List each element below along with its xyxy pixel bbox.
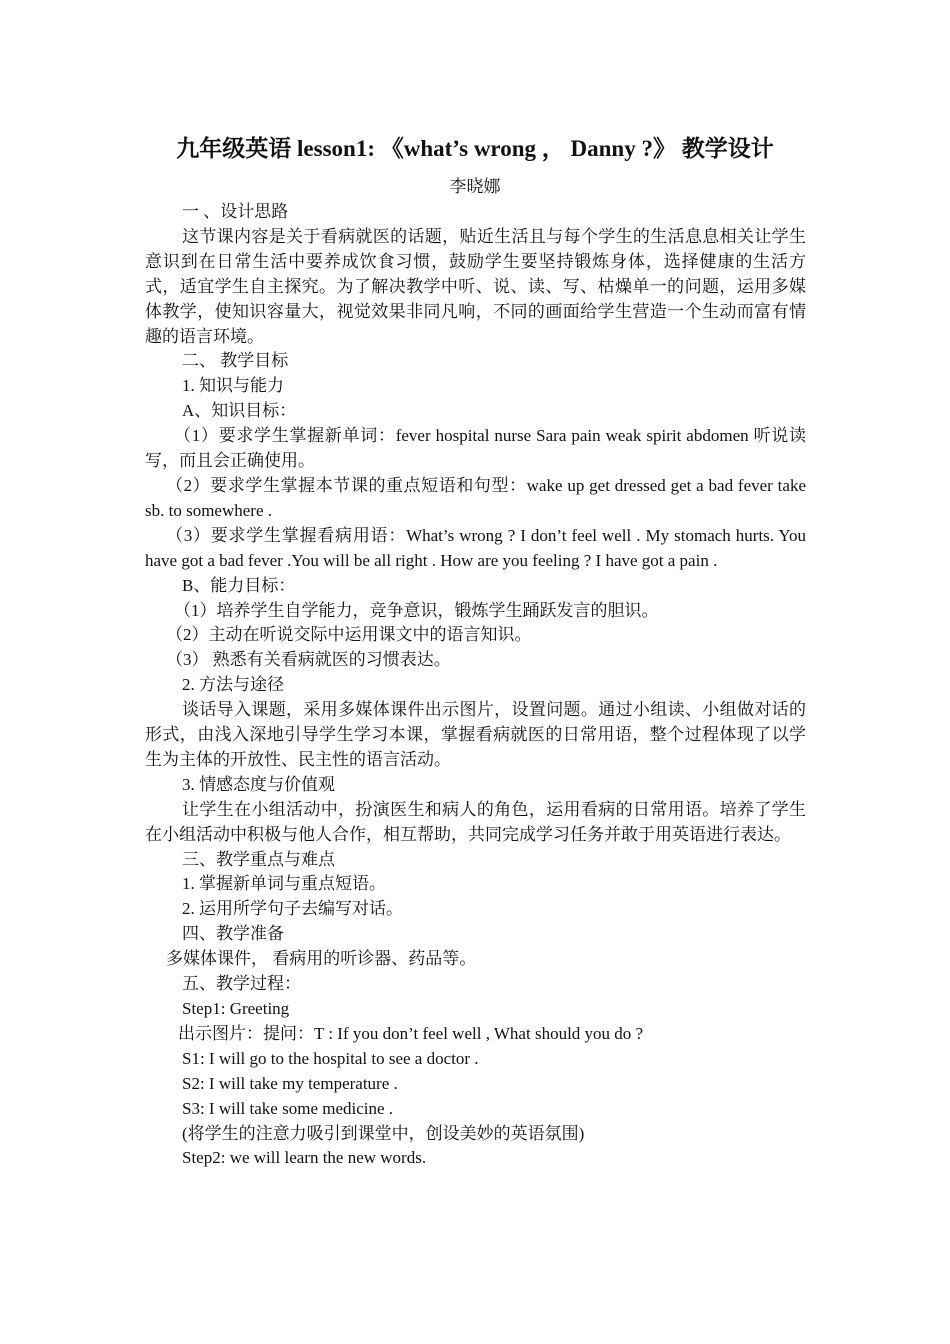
step-1-question: 出示图片：提问：T : If you don’t feel well , What should you do ? xyxy=(178,1023,644,1043)
step-1-answer-s1: S1: I will go to the hospital to see a doctor . xyxy=(182,1048,479,1068)
paragraph-design-idea: 这节课内容是关于看病就医的话题，贴近生活且与每个学生的生活息息相关让学生意识到在日常生活中要养成饮食习惯，鼓励学生要坚持锻炼身体，选择健康的生活方式，适宜学生自主探究。为了解决教学中听、说、读、写、枯燥单一的问题，运用多媒体教学，使知识容量大，视觉效果非同凡响，不同的画面给学生营造一个生动而富有情趣的语言环境。 xyxy=(145,226,806,346)
subheading-ability-goals: B、能力目标： xyxy=(182,575,296,595)
section-heading-key-points: 三、教学重点与难点 xyxy=(182,849,335,869)
knowledge-goal-2: （2）要求学生掌握本节课的重点短语和句型：wake up get dressed get a bad fever take sb. to somewhere . xyxy=(145,475,806,520)
step-1-answer-s2: S2: I will take my temperature . xyxy=(182,1073,398,1093)
knowledge-goal-3: （3）要求学生掌握看病用语：What’s wrong ? I don’t feel well . My stomach hurts. You have got a bad fever .You will be all right . How are you feeling ? I have got a pain . xyxy=(145,525,806,570)
subheading-attitude-values: 3. 情感态度与价值观 xyxy=(182,774,335,794)
section-heading-objectives: 二、 教学目标 xyxy=(182,351,289,371)
step-1-heading: Step1: Greeting xyxy=(182,999,290,1018)
document-body xyxy=(145,200,806,1171)
ability-goal-3: （3） 熟悉有关看病就医的习惯表达。 xyxy=(166,650,451,670)
knowledge-goal-1: （1）要求学生掌握新单词：fever hospital nurse Sara pain weak spirit abdomen 听说读写，而且会正确使用。 xyxy=(145,426,806,471)
key-point-2: 2. 运用所学句子去编写对话。 xyxy=(182,899,403,919)
ability-goal-1: （1）培养学生自学能力，竞争意识，锻炼学生踊跃发言的胆识。 xyxy=(174,600,659,620)
section-heading-design-idea: 一 、设计思路 xyxy=(182,202,289,221)
subheading-knowledge-ability: 1. 知识与能力 xyxy=(182,376,284,396)
paragraph-preparation: 多媒体课件， 看病用的听诊器、药品等。 xyxy=(166,949,477,969)
step-1-answer-s3: S3: I will take some medicine . xyxy=(182,1098,394,1118)
section-heading-preparation: 四、教学准备 xyxy=(182,924,284,944)
document-author: 李晓娜 xyxy=(449,177,501,196)
subheading-knowledge-goals: A、知识目标： xyxy=(182,401,297,421)
ability-goal-2: （2）主动在听说交际中运用课文中的语言知识。 xyxy=(166,625,532,645)
step-2-heading: Step2: we will learn the new words. xyxy=(182,1148,427,1168)
paragraph-methods: 谈话导入课题，采用多媒体课件出示图片，设置问题。通过小组读、小组做对话的形式，由浅入深地引导学生学习本课，掌握看病就医的日常用语，整个过程体现了以学生为主体的开放性、民主性的语言活动。 xyxy=(145,700,806,769)
subheading-methods: 2. 方法与途径 xyxy=(182,675,284,695)
step-1-note: (将学生的注意力吸引到课堂中，创设美妙的英语氛围) xyxy=(182,1123,585,1143)
document-title: 九年级英语 lesson1: 《what’s wrong ， Danny ?》 教学设计 xyxy=(176,136,774,161)
key-point-1: 1. 掌握新单词与重点短语。 xyxy=(182,874,386,894)
paragraph-attitude-values: 让学生在小组活动中，扮演医生和病人的角色，运用看病的日常用语。培养了学生在小组活动中积极与他人合作，相互帮助，共同完成学习任务并敢于用英语进行表达。 xyxy=(145,799,806,844)
section-heading-process: 五、教学过程： xyxy=(182,974,301,994)
